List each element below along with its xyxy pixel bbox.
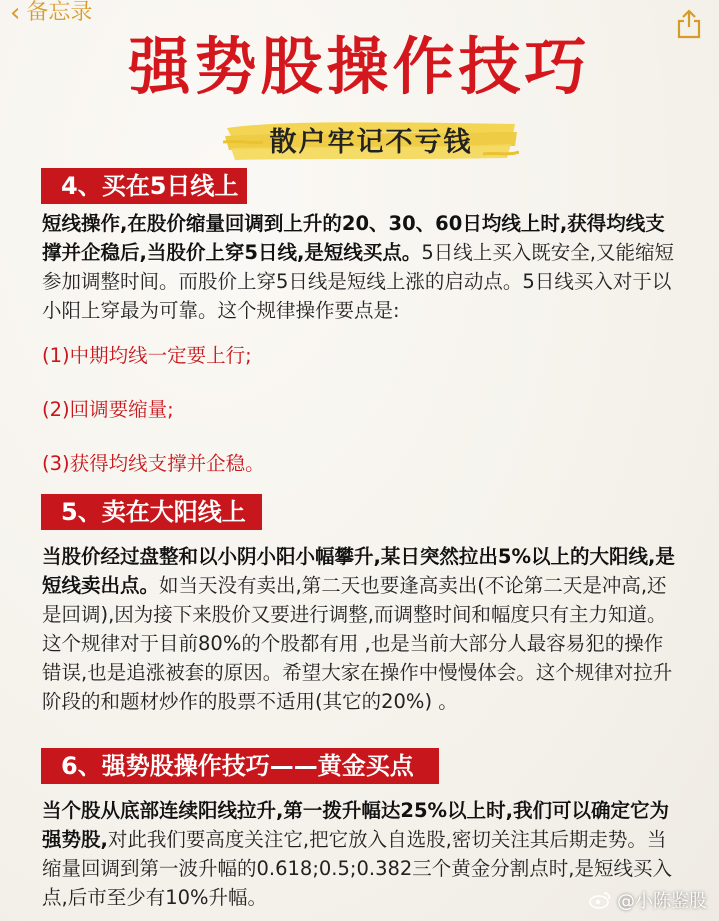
section-4-bold-text: 短线操作,在股价缩量回调到上升的20、30、60日均线上时,获得均线支撑并企稳后,当股价上穿5日线,是短线买点。 — [42, 212, 665, 264]
back-button[interactable] — [10, 0, 92, 26]
subtitle-banner — [223, 114, 519, 164]
subtitle: 散户牢记不亏钱 — [269, 127, 473, 158]
point-1: (1)中期均线一定要上行; — [42, 344, 252, 367]
section-6-paragraph — [42, 796, 682, 912]
section-6-text: 对此我们要高度关注它,把它放入自选股,密切关注其后期走势。当缩量回调到第一波升幅的0.618;0.5;0.382三个黄金分割点时,是短线买入点,后市至少有10%升幅。 — [42, 828, 672, 909]
section-6-bold-text: 当个股从底部连续阳线拉升,第一拨升幅达25%以上时,我们可以确定它为强势股, — [42, 799, 669, 851]
section-heading-6: 6、强势股操作技巧——黄金买点 — [41, 748, 439, 784]
watermark — [589, 887, 707, 913]
back-label: 备忘录 — [26, 0, 93, 25]
section-4-paragraph — [42, 209, 682, 325]
watermark-text: @小陈鉴股 — [617, 891, 707, 912]
section-heading-5: 5、卖在大阳线上 — [41, 494, 262, 530]
page-title: 强势股操作技巧 — [128, 30, 591, 103]
section-heading-4: 4、买在5日线上 — [41, 168, 247, 204]
chevron-left-icon: ‹ — [10, 0, 21, 28]
section-5-bold-text: 当股价经过盘整和以小阴小阳小幅攀升,某日突然拉出5%以上的大阳线,是短线卖出点。 — [42, 545, 675, 597]
point-2: (2)回调要缩量; — [42, 398, 174, 421]
section-5-text: 如当天没有卖出,第二天也要逢高卖出(不论第二天是冲高,还是回调),因为接下来股价又要进行调整,而调整时间和幅度只有主力知道。这个规律对于目前80%的个股都有用 ,也是当前大部分人最容易犯的操作错误,也是追涨被套的原因。希望大家在操作中慢慢体会。这个规律对拉升阶段的和题材炒作的股票不适用(其它的20%) 。 — [42, 574, 673, 713]
section-4-text: 5日线上买入既安全,又能缩短参加调整时间。而股价上穿5日线是短线上涨的启动点。5日线买入对于以小阳上穿最为可靠。这个规律操作要点是: — [42, 241, 674, 322]
point-3: (3)获得均线支撑并企稳。 — [42, 452, 265, 475]
weibo-icon — [589, 891, 611, 909]
section-5-paragraph — [42, 542, 682, 716]
